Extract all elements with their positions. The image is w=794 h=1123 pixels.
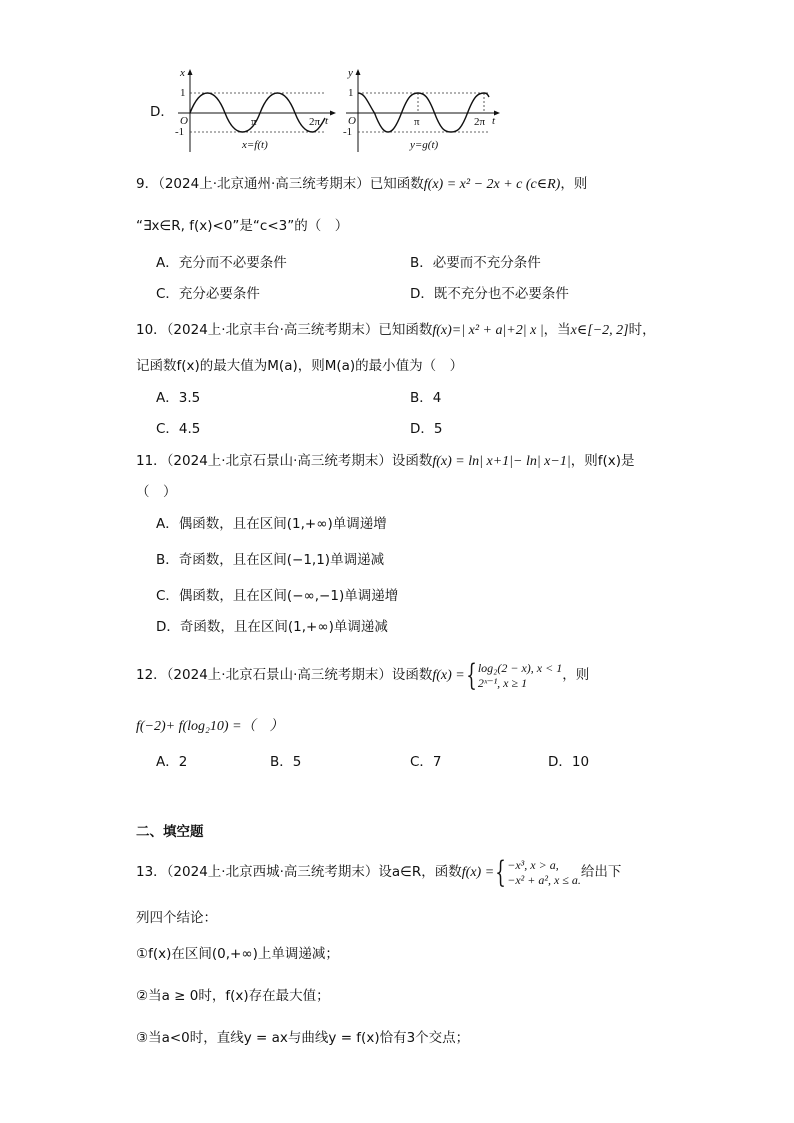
q10-option-c[interactable]: C．4.5 <box>156 421 201 437</box>
q12-option-c[interactable]: C．7 <box>410 754 442 770</box>
q10-stem-line <box>136 320 656 341</box>
q13-item-1: ①f(x)在区间(0,+∞)上单调递减； <box>136 946 339 962</box>
right-two-pi-label: 2π <box>474 116 486 128</box>
left-one-label: 1 <box>180 87 186 99</box>
q9-option-b[interactable]: B．必要而不充分条件 <box>410 255 541 271</box>
q9-stem-line <box>136 174 587 195</box>
section-title: 二、填空题 <box>136 824 204 840</box>
q9-stem: 9．（2024上·北京通州·高三统考期末）已知函数 <box>136 176 424 192</box>
left-origin-label: O <box>180 115 188 127</box>
left-pi-label: π <box>251 116 257 128</box>
q12-option-a[interactable]: A．2 <box>156 754 188 770</box>
q10-option-d[interactable]: D．5 <box>410 421 443 437</box>
left-caption: x=f(t) <box>242 139 268 151</box>
q12-pieces <box>478 661 562 691</box>
q10-stem: 10．（2024上·北京丰台·高三统考期末）已知函数 <box>136 322 433 338</box>
q13-piece1: −x³, x > a, <box>507 857 559 872</box>
q9-func: f(x) = x² − 2x + c (c∈R) <box>423 177 561 192</box>
q9-option-d[interactable]: D．既不充分也不必要条件 <box>410 286 569 302</box>
right-one-label: 1 <box>348 87 354 99</box>
q11-func: f(x) = ln| x+1|− ln| x−1| <box>432 454 571 469</box>
q12-option-d[interactable]: D．10 <box>548 754 590 770</box>
right-neg-one-label: -1 <box>343 126 353 138</box>
q10-stem-end: 时， <box>628 322 656 338</box>
q12-stem-end: ，则 <box>562 667 590 683</box>
right-origin-label: O <box>348 115 356 127</box>
q11-stem-end: ，则f(x)是 <box>570 453 635 469</box>
q8-option-d-label[interactable]: D． <box>150 104 174 120</box>
q13-piece2: −x² + a², x ≤ a. <box>507 872 581 887</box>
q11-option-d[interactable]: D．奇函数，且在区间(1,+∞)单调递减 <box>156 619 388 635</box>
q8-graph-left <box>170 68 340 156</box>
q10-option-a[interactable]: A．3.5 <box>156 390 201 406</box>
q12-piece2: 2ˣ⁻¹, x ≥ 1 <box>477 675 528 690</box>
q12-expr: f(−2)+ f(log₂10) =（ ） <box>136 719 284 734</box>
q13-line2: 列四个结论： <box>136 910 217 926</box>
q12-stem: 12．（2024上·北京石景山·高三统考期末）设函数 <box>136 667 433 683</box>
q12-func-lhs: f(x) = <box>432 668 465 683</box>
right-axis-y-label: y <box>348 68 353 79</box>
q13-stem-line <box>136 855 621 890</box>
q10-func: f(x)=| x² + a|+2| x | <box>432 323 544 338</box>
q10-line2: 记函数f(x)的最大值为M(a)，则M(a)的最小值为（ ） <box>136 358 464 374</box>
left-neg-one-label: -1 <box>175 126 185 138</box>
q11-option-b[interactable]: B．奇函数，且在区间(−1,1)单调递减 <box>156 552 385 568</box>
q13-item-2: ②当a ≥ 0时，f(x)存在最大值； <box>136 988 330 1004</box>
q13-item-3: ③当a<0时，直线y = ax与曲线y = f(x)恰有3个交点； <box>136 1030 470 1046</box>
q12-piece1: log₂(2 − x), x < 1 <box>477 660 563 675</box>
left-two-pi-label: 2π <box>309 116 321 128</box>
q9-stem-end: ，则 <box>560 176 588 192</box>
q12-stem-line <box>136 658 589 693</box>
q11-stem: 11．（2024上·北京石景山·高三统考期末）设函数 <box>136 453 433 469</box>
q10-option-b[interactable]: B．4 <box>410 390 442 406</box>
q13-stem-end: 给出下 <box>580 864 622 880</box>
q10-domain: x∈[−2, 2] <box>570 323 629 338</box>
right-axis-t-label: t <box>492 115 496 127</box>
q11-option-a[interactable]: A．偶函数，且在区间(1,+∞)单调递增 <box>156 516 387 532</box>
q12-option-b[interactable]: B．5 <box>270 754 302 770</box>
q11-stem-line <box>136 451 634 472</box>
q12-brace: { <box>466 657 477 693</box>
q8-graph-right <box>338 68 506 156</box>
right-caption: y=g(t) <box>410 139 439 151</box>
q13-brace: { <box>495 854 506 890</box>
right-pi-label: π <box>414 116 420 128</box>
q9-option-c[interactable]: C．充分必要条件 <box>156 286 260 302</box>
q9-condition: “∃x∈R, f(x)<0”是“c<3”的（ ） <box>136 218 349 234</box>
q13-pieces <box>507 858 581 888</box>
q10-stem-mid: ，当 <box>543 322 571 338</box>
q13-func-lhs: f(x) = <box>461 865 495 880</box>
q12-expr-line <box>136 716 284 737</box>
q11-option-c[interactable]: C．偶函数，且在区间(−∞,−1)单调递增 <box>156 588 399 604</box>
left-axis-y-label: x <box>180 68 185 79</box>
q9-option-a[interactable]: A．充分而不必要条件 <box>156 255 287 271</box>
left-axis-t-label: t <box>325 115 329 127</box>
q11-line2: （ ） <box>136 484 177 500</box>
q13-stem: 13．（2024上·北京西城·高三统考期末）设a∈R，函数 <box>136 864 462 880</box>
